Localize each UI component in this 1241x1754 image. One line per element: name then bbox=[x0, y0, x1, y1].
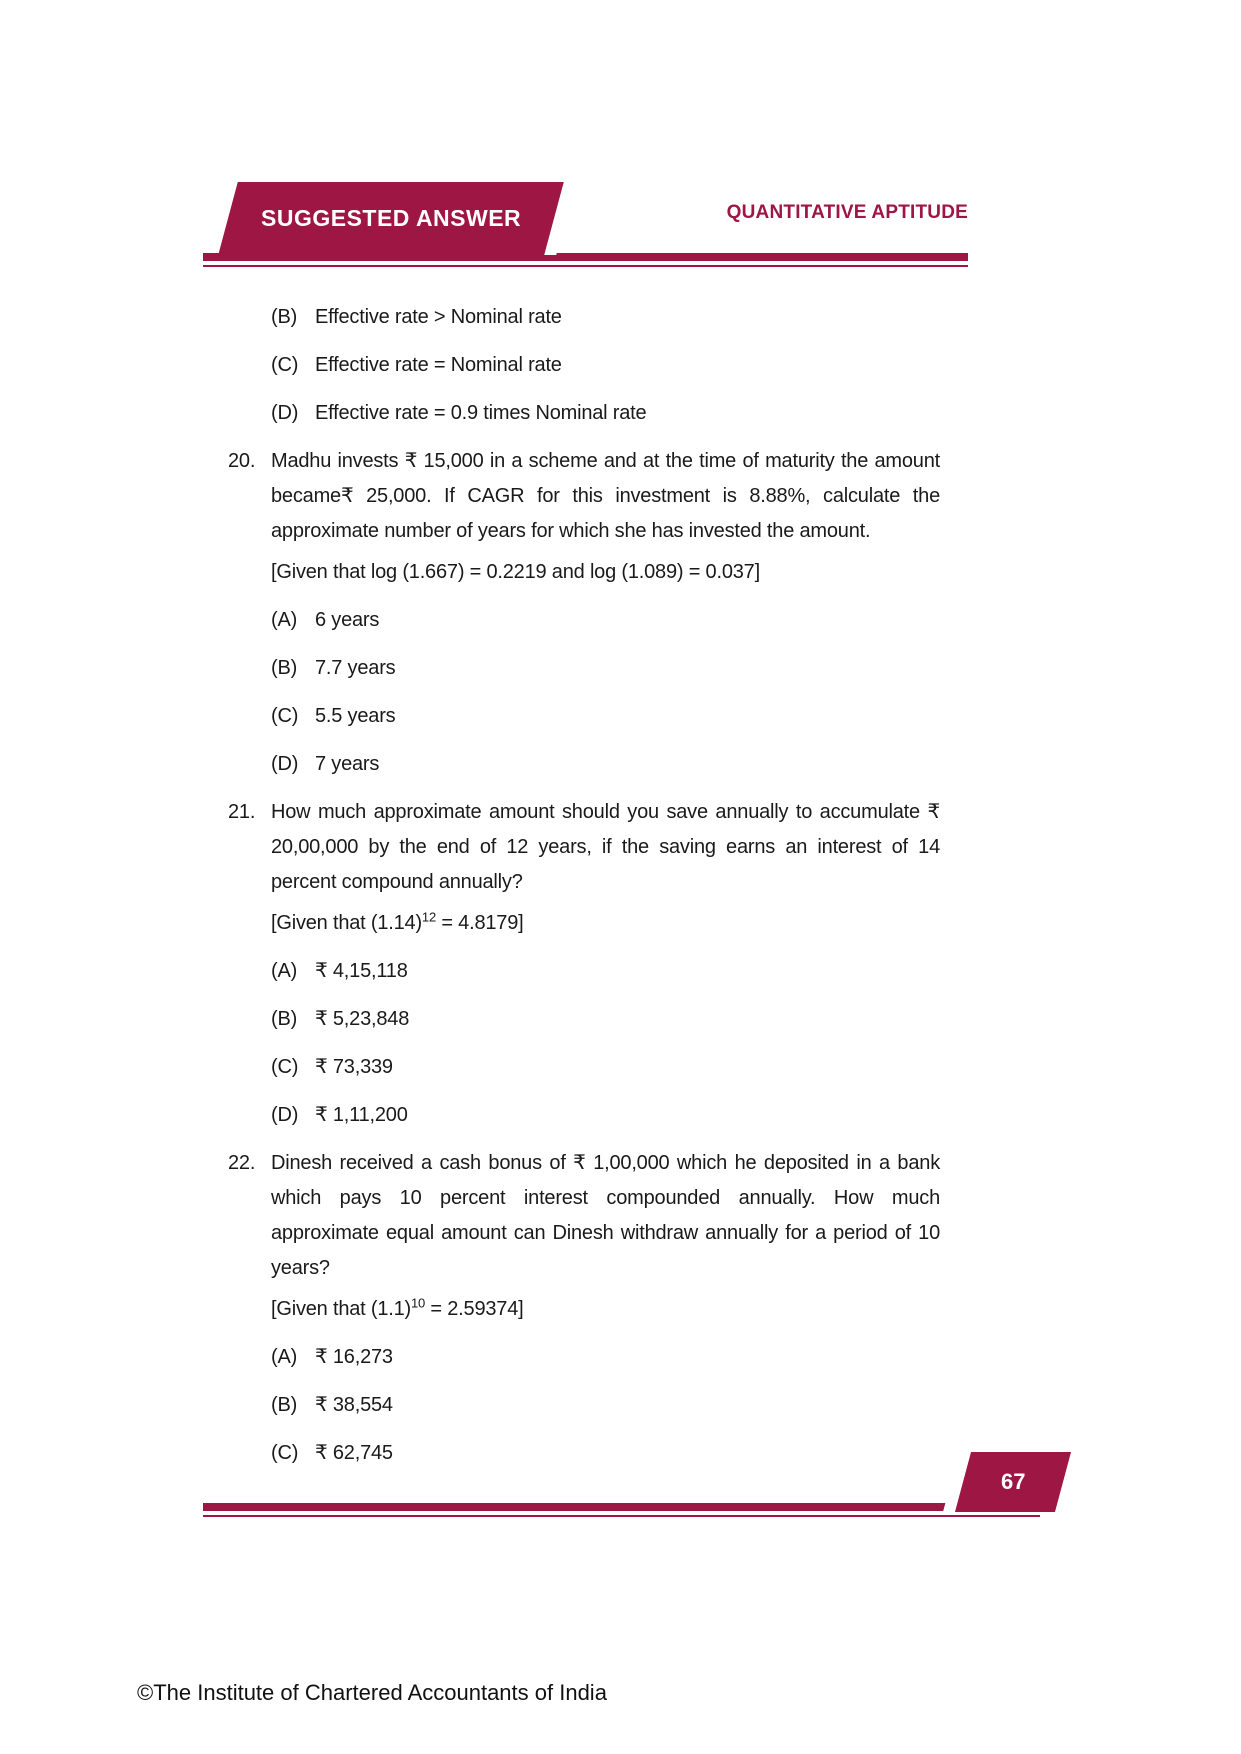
option-label: (C) bbox=[271, 705, 299, 727]
footer-copyright: ©The Institute of Chartered Accountants of India bbox=[137, 1680, 607, 1705]
footer-rule-thin bbox=[203, 1515, 1040, 1517]
option-label: (B) bbox=[271, 1394, 298, 1416]
footer-rule-thick bbox=[203, 1503, 1040, 1511]
option-row bbox=[271, 1436, 940, 1471]
option-text: Effective rate = 0.9 times Nominal rate bbox=[315, 402, 647, 424]
question-number: 22. bbox=[228, 1152, 256, 1174]
given-text: [Given that (1.1) bbox=[271, 1298, 411, 1320]
option-row bbox=[271, 1002, 940, 1037]
question-21 bbox=[228, 795, 940, 1133]
option-row bbox=[271, 348, 940, 383]
option-label: (D) bbox=[271, 402, 299, 424]
given-text: [Given that log (1.667) = 0.2219 and log (1.089) = 0.037] bbox=[271, 561, 760, 583]
option-row bbox=[271, 1340, 940, 1375]
option-row bbox=[271, 1388, 940, 1423]
option-text: ₹ 1,11,200 bbox=[315, 1104, 408, 1126]
given-note bbox=[271, 1292, 940, 1327]
question-20 bbox=[228, 444, 940, 782]
question-19-options bbox=[271, 300, 940, 431]
option-text: ₹ 62,745 bbox=[315, 1442, 393, 1464]
option-row bbox=[271, 396, 940, 431]
given-note bbox=[271, 906, 940, 941]
given-exponent: 12 bbox=[421, 909, 436, 925]
page-number-badge bbox=[955, 1452, 1071, 1512]
given-note bbox=[271, 555, 940, 590]
header-rule-thin bbox=[203, 265, 968, 267]
option-label: (B) bbox=[271, 1008, 298, 1030]
option-text: Effective rate > Nominal rate bbox=[315, 306, 562, 328]
option-row bbox=[271, 1098, 940, 1133]
page-number: 67 bbox=[1000, 1469, 1026, 1494]
question-content bbox=[228, 300, 940, 1471]
option-text: 5.5 years bbox=[315, 705, 396, 727]
option-text: Effective rate = Nominal rate bbox=[315, 354, 562, 376]
given-text: [Given that (1.14) bbox=[271, 912, 422, 934]
option-row bbox=[271, 747, 940, 782]
option-row bbox=[271, 651, 940, 686]
option-text: ₹ 38,554 bbox=[315, 1394, 393, 1416]
question-text: Madhu invests ₹ 15,000 in a scheme and at the time of maturity the amount became₹ 25,000. If CAGR for this investment is 8.88%, calculate the approximate number of years for which she has invested the amount. bbox=[271, 450, 940, 542]
question-body bbox=[271, 444, 940, 782]
option-text: ₹ 73,339 bbox=[315, 1056, 393, 1078]
option-text: ₹ 16,273 bbox=[315, 1346, 393, 1368]
option-label: (D) bbox=[271, 753, 299, 775]
question-number: 20. bbox=[228, 450, 256, 472]
question-body bbox=[271, 795, 940, 1133]
option-text: 7.7 years bbox=[315, 657, 396, 679]
given-text: = 2.59374] bbox=[425, 1298, 524, 1320]
option-row bbox=[271, 699, 940, 734]
page-title: QUANTITATIVE APTITUDE bbox=[726, 202, 968, 223]
option-row bbox=[271, 300, 940, 335]
option-label: (C) bbox=[271, 354, 299, 376]
option-label: (B) bbox=[271, 306, 298, 328]
option-label: (D) bbox=[271, 1104, 299, 1126]
option-text: ₹ 4,15,118 bbox=[315, 960, 408, 982]
option-label: (A) bbox=[271, 1346, 298, 1368]
option-label: (A) bbox=[271, 960, 298, 982]
given-exponent: 10 bbox=[411, 1295, 426, 1311]
suggested-answer-banner bbox=[218, 182, 564, 255]
question-body bbox=[271, 1146, 940, 1471]
option-label: (A) bbox=[271, 609, 298, 631]
question-22 bbox=[228, 1146, 940, 1471]
given-text: = 4.8179] bbox=[435, 912, 524, 934]
option-label: (C) bbox=[271, 1056, 299, 1078]
option-text: ₹ 5,23,848 bbox=[315, 1008, 410, 1030]
question-number: 21. bbox=[228, 801, 256, 823]
option-row bbox=[271, 1050, 940, 1085]
option-label: (C) bbox=[271, 1442, 299, 1464]
option-row bbox=[271, 603, 940, 638]
question-text: How much approximate amount should you save annually to accumulate ₹ 20,00,000 by the end of 12 years, if the saving earns an interest of 14 percent compound annually? bbox=[271, 801, 940, 893]
option-row bbox=[271, 954, 940, 989]
option-label: (B) bbox=[271, 657, 298, 679]
option-text: 7 years bbox=[315, 753, 380, 775]
question-text: Dinesh received a cash bonus of ₹ 1,00,000 which he deposited in a bank which pays 10 percent interest compounded annually. How much approximate equal amount can Dinesh withdraw annually for a period of 10 years? bbox=[271, 1152, 940, 1279]
suggested-answer-label: SUGGESTED ANSWER bbox=[260, 205, 522, 231]
option-text: 6 years bbox=[315, 609, 380, 631]
